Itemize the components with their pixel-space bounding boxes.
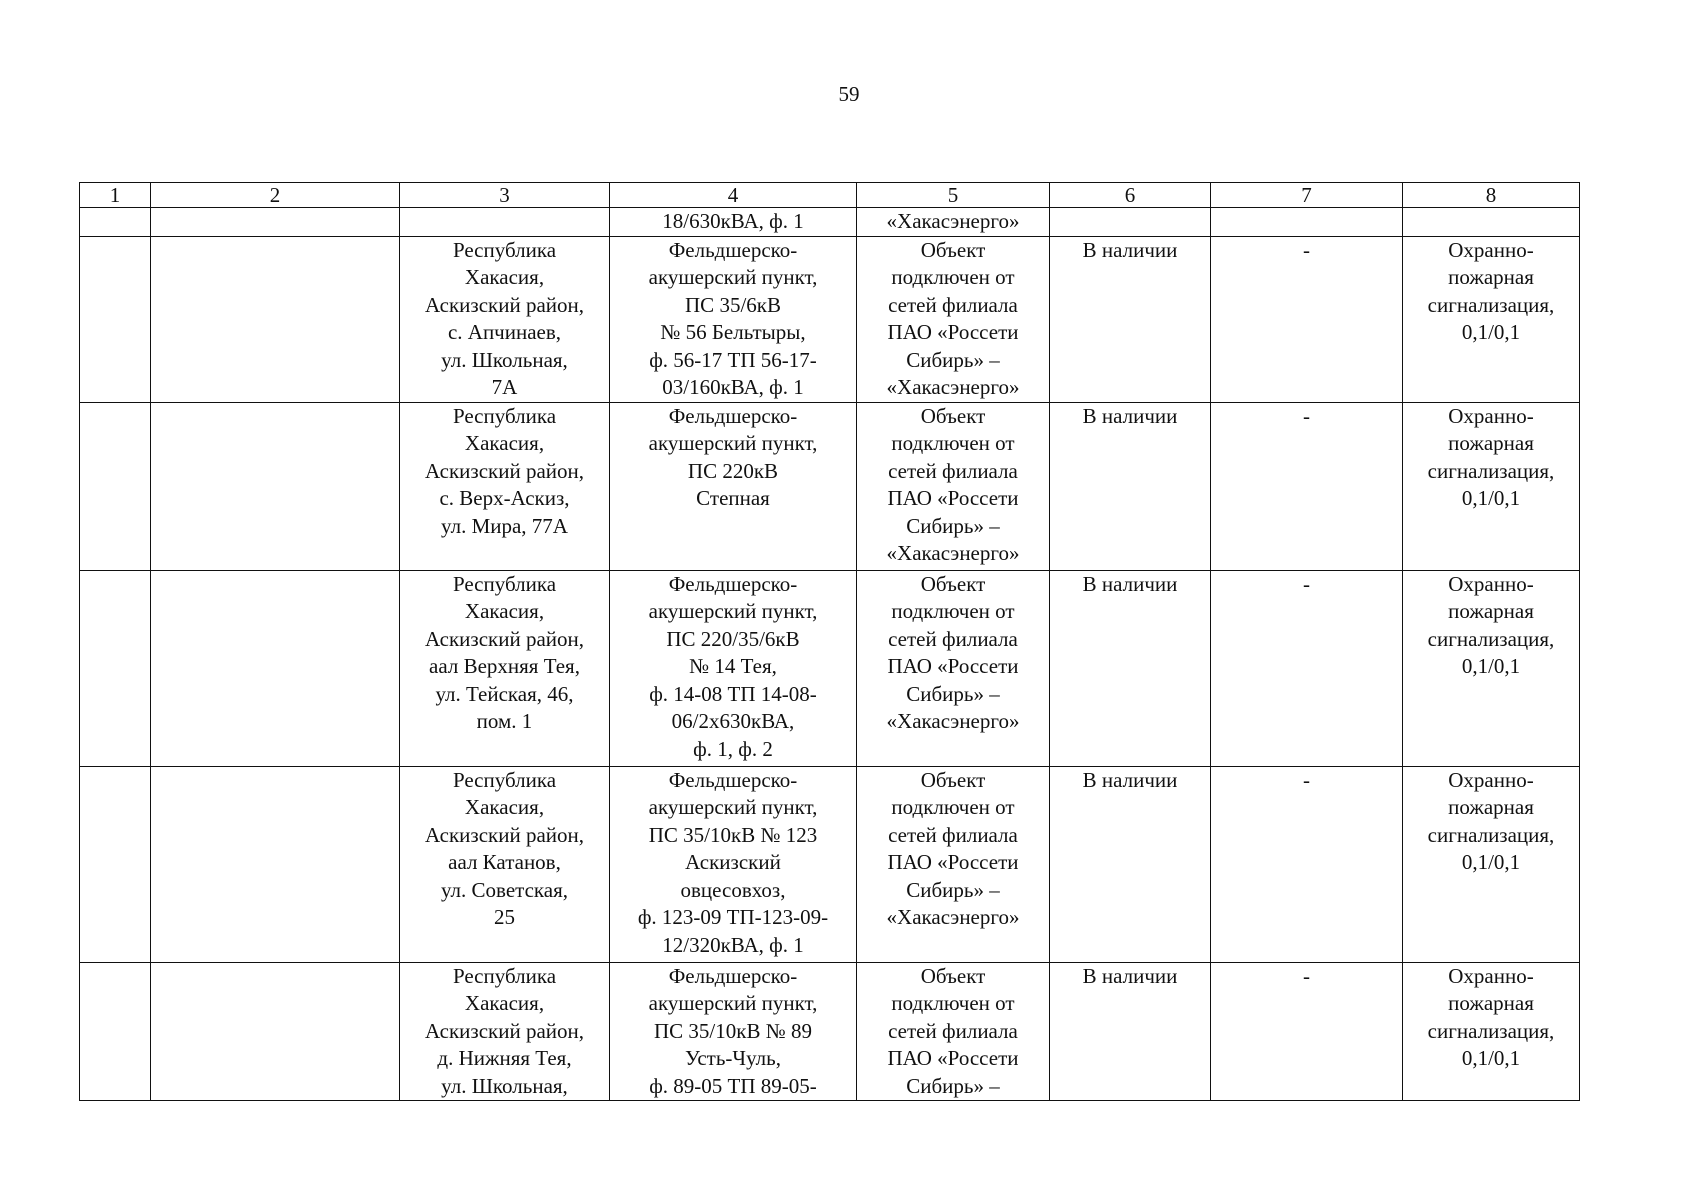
address-cell-line: Республика [452, 767, 557, 792]
dash-cell: - [1211, 570, 1403, 766]
facility-cell-line: 03/160кВА, ф. 1 [662, 375, 804, 399]
security-cell-line: сигнализация, [1427, 292, 1555, 317]
security-cell-line: 0,1/0,1 [1461, 320, 1521, 344]
security-cell-line: пожарная [1448, 431, 1534, 455]
facility-cell-line: ф. 56-17 ТП 56-17- [649, 347, 817, 372]
address-cell-line: Аскизский район, [425, 292, 584, 317]
facility-cell-line: Аскизский [685, 850, 781, 874]
continuation-network: 18/630кВА, ф. 1 [610, 208, 857, 237]
security-cell-line: 0,1/0,1 [1461, 486, 1521, 510]
security-cell-line: Охранно- [1448, 767, 1534, 792]
connection-cell-line: Объект [920, 237, 986, 262]
security-cell-line: сигнализация, [1427, 822, 1555, 847]
table-row [80, 570, 1580, 766]
connection-cell-line: подключен от [891, 991, 1015, 1015]
address-cell [400, 962, 610, 1101]
column-header-3: 3 [400, 183, 610, 208]
connection-cell-line: ПАО «Россети [887, 486, 1019, 510]
table-row [80, 402, 1580, 570]
security-cell-line: Охранно- [1448, 403, 1534, 428]
availability-cell: В наличии [1050, 236, 1211, 402]
cell-col1 [80, 236, 151, 402]
facility-cell-line: ПС 35/10кВ № 89 [653, 1018, 812, 1043]
address-cell-line: Хакасия, [464, 795, 545, 819]
address-cell-line: Республика [452, 237, 557, 262]
facility-cell [610, 236, 857, 402]
address-cell-line: 7А [491, 375, 518, 399]
connection-cell-line: Сибирь» – [906, 347, 1000, 372]
address-cell-line: ул. Школьная, [441, 347, 568, 372]
availability-cell: В наличии [1050, 766, 1211, 962]
facility-cell-line: ф. 123-09 ТП-123-09- [637, 905, 829, 929]
column-header-7: 7 [1211, 183, 1403, 208]
connection-cell-line: сетей филиала [888, 1018, 1018, 1043]
connection-cell-line: Сибирь» – [906, 513, 1000, 538]
connection-cell-line: ПАО «Россети [887, 1046, 1019, 1070]
security-cell [1403, 236, 1580, 402]
connection-cell [857, 962, 1050, 1101]
cell-col2 [151, 962, 400, 1101]
address-cell-line: Аскизский район, [425, 1018, 584, 1043]
connection-cell-line: «Хакасэнерго» [886, 905, 1020, 929]
cell-col2 [151, 208, 400, 237]
column-header-1: 1 [80, 183, 151, 208]
connection-cell-line: подключен от [891, 265, 1015, 289]
column-header-5: 5 [857, 183, 1050, 208]
address-cell-line: Аскизский район, [425, 822, 584, 847]
connection-cell-line: Объект [920, 963, 986, 988]
address-cell [400, 402, 610, 570]
column-header-8: 8 [1403, 183, 1580, 208]
facility-cell-line: Фельдшерско- [668, 767, 798, 792]
address-cell-line: аал Верхняя Тея, [429, 654, 580, 678]
facility-cell-line: 12/320кВА, ф. 1 [662, 932, 804, 957]
connection-cell-line: сетей филиала [888, 458, 1018, 483]
security-cell-line: Охранно- [1448, 963, 1534, 988]
connection-cell-line: подключен от [891, 795, 1015, 819]
connection-cell-line: Объект [920, 767, 986, 792]
address-cell [400, 766, 610, 962]
address-cell-line: ул. Школьная, [441, 1073, 568, 1098]
cell-col8 [1403, 208, 1580, 237]
table-row [80, 962, 1580, 1101]
connection-cell-line: Сибирь» – [906, 1073, 1000, 1098]
address-cell-line: ул. Мира, 77А [441, 513, 568, 538]
facility-cell [610, 402, 857, 570]
address-cell [400, 570, 610, 766]
facility-cell-line: акушерский пункт, [648, 265, 818, 289]
table-row [80, 766, 1580, 962]
facility-cell-line: Фельдшерско- [668, 571, 798, 596]
facility-cell [610, 570, 857, 766]
connection-cell [857, 402, 1050, 570]
facilities-table [79, 182, 1580, 1101]
connection-cell-line: сетей филиала [888, 626, 1018, 651]
security-cell-line: пожарная [1448, 265, 1534, 289]
connection-cell-line: «Хакасэнерго» [886, 709, 1020, 733]
address-cell-line: Хакасия, [464, 431, 545, 455]
facility-cell-line: овцесовхоз, [680, 877, 786, 902]
address-cell [400, 236, 610, 402]
facility-cell [610, 766, 857, 962]
address-cell-line: с. Верх-Аскиз, [439, 486, 570, 510]
connection-cell [857, 236, 1050, 402]
availability-cell: В наличии [1050, 402, 1211, 570]
security-cell-line: 0,1/0,1 [1461, 850, 1521, 874]
facility-cell-line: Усть-Чуль, [685, 1046, 781, 1070]
cell-col3 [400, 208, 610, 237]
facility-cell-line: ф. 14-08 ТП 14-08- [649, 681, 817, 706]
security-cell [1403, 962, 1580, 1101]
address-cell-line: Республика [452, 403, 557, 428]
dash-cell: - [1211, 402, 1403, 570]
connection-cell [857, 766, 1050, 962]
security-cell-line: сигнализация, [1427, 626, 1555, 651]
dash-cell: - [1211, 236, 1403, 402]
address-cell-line: д. Нижняя Тея, [437, 1046, 572, 1070]
security-cell-line: Охранно- [1448, 237, 1534, 262]
connection-cell-line: «Хакасэнерго» [886, 375, 1020, 399]
security-cell-line: сигнализация, [1427, 458, 1555, 483]
address-cell-line: с. Апчинаев, [447, 320, 562, 344]
dash-cell: - [1211, 766, 1403, 962]
cell-col1 [80, 402, 151, 570]
dash-cell: - [1211, 962, 1403, 1101]
cell-col1 [80, 570, 151, 766]
facility-cell-line: ф. 1, ф. 2 [693, 736, 773, 761]
address-cell-line: ул. Советская, [440, 877, 569, 902]
facility-cell-line: Фельдшерско- [668, 963, 798, 988]
facility-cell-line: ф. 89-05 ТП 89-05- [649, 1073, 817, 1098]
facility-cell-line: № 56 Бельтыры, [660, 320, 806, 344]
security-cell-line: пожарная [1448, 599, 1534, 623]
column-number-row [80, 183, 1580, 208]
cell-col6 [1050, 208, 1211, 237]
facility-cell-line: № 14 Тея, [689, 654, 777, 678]
cell-col2 [151, 766, 400, 962]
connection-cell-line: Сибирь» – [906, 681, 1000, 706]
security-cell-line: Охранно- [1448, 571, 1534, 596]
column-header-6: 6 [1050, 183, 1211, 208]
address-cell-line: аал Катанов, [448, 850, 561, 874]
cell-col1 [80, 208, 151, 237]
column-header-2: 2 [151, 183, 400, 208]
connection-cell-line: ПАО «Россети [887, 850, 1019, 874]
facility-cell-line: акушерский пункт, [648, 431, 818, 455]
facility-cell-line: акушерский пункт, [648, 599, 818, 623]
availability-cell: В наличии [1050, 962, 1211, 1101]
connection-cell-line: ПАО «Россети [887, 320, 1019, 344]
column-header-4: 4 [610, 183, 857, 208]
security-cell-line: пожарная [1448, 795, 1534, 819]
facility-cell-line: акушерский пункт, [648, 795, 818, 819]
security-cell-line: 0,1/0,1 [1461, 654, 1521, 678]
cell-col7 [1211, 208, 1403, 237]
page-number: 59 [838, 82, 860, 106]
security-cell [1403, 766, 1580, 962]
address-cell-line: ул. Тейская, 46, [435, 681, 574, 706]
address-cell-line: Аскизский район, [425, 458, 584, 483]
cell-col1 [80, 766, 151, 962]
security-cell [1403, 402, 1580, 570]
address-cell-line: Республика [452, 963, 557, 988]
facility-cell-line: акушерский пункт, [648, 991, 818, 1015]
address-cell-line: 25 [494, 905, 515, 929]
cell-col1 [80, 962, 151, 1101]
security-cell-line: пожарная [1448, 991, 1534, 1015]
continuation-row [80, 208, 1580, 237]
facility-cell-line: Фельдшерско- [668, 237, 798, 262]
connection-cell-line: Объект [920, 403, 986, 428]
connection-cell-line: Объект [920, 571, 986, 596]
facility-cell-line: 06/2х630кВА, [671, 709, 795, 733]
address-cell-line: Хакасия, [464, 265, 545, 289]
facility-cell-line: Степная [696, 486, 770, 510]
connection-cell-line: подключен от [891, 599, 1015, 623]
security-cell-line: 0,1/0,1 [1461, 1046, 1521, 1070]
connection-cell-line: сетей филиала [888, 822, 1018, 847]
connection-cell-line: подключен от [891, 431, 1015, 455]
address-cell-line: Хакасия, [464, 599, 545, 623]
connection-cell-line: ПАО «Россети [887, 654, 1019, 678]
table-row [80, 236, 1580, 402]
facility-cell [610, 962, 857, 1101]
cell-col2 [151, 402, 400, 570]
facility-cell-line: ПС 220/35/6кВ [666, 626, 800, 651]
availability-cell: В наличии [1050, 570, 1211, 766]
address-cell-line: Республика [452, 571, 557, 596]
connection-cell-line: сетей филиала [888, 292, 1018, 317]
address-cell-line: Аскизский район, [425, 626, 584, 651]
connection-cell-line: «Хакасэнерго» [886, 541, 1020, 565]
address-cell-line: Хакасия, [464, 991, 545, 1015]
continuation-connection: «Хакасэнерго» [857, 208, 1050, 237]
facility-cell-line: ПС 35/6кВ [685, 292, 781, 317]
connection-cell-line: Сибирь» – [906, 877, 1000, 902]
cell-col2 [151, 236, 400, 402]
facility-cell-line: ПС 35/10кВ № 123 [648, 822, 818, 847]
facility-cell-line: Фельдшерско- [668, 403, 798, 428]
security-cell-line: сигнализация, [1427, 1018, 1555, 1043]
address-cell-line: пом. 1 [476, 709, 533, 733]
cell-col2 [151, 570, 400, 766]
security-cell [1403, 570, 1580, 766]
connection-cell [857, 570, 1050, 766]
facility-cell-line: ПС 220кВ [687, 458, 779, 483]
